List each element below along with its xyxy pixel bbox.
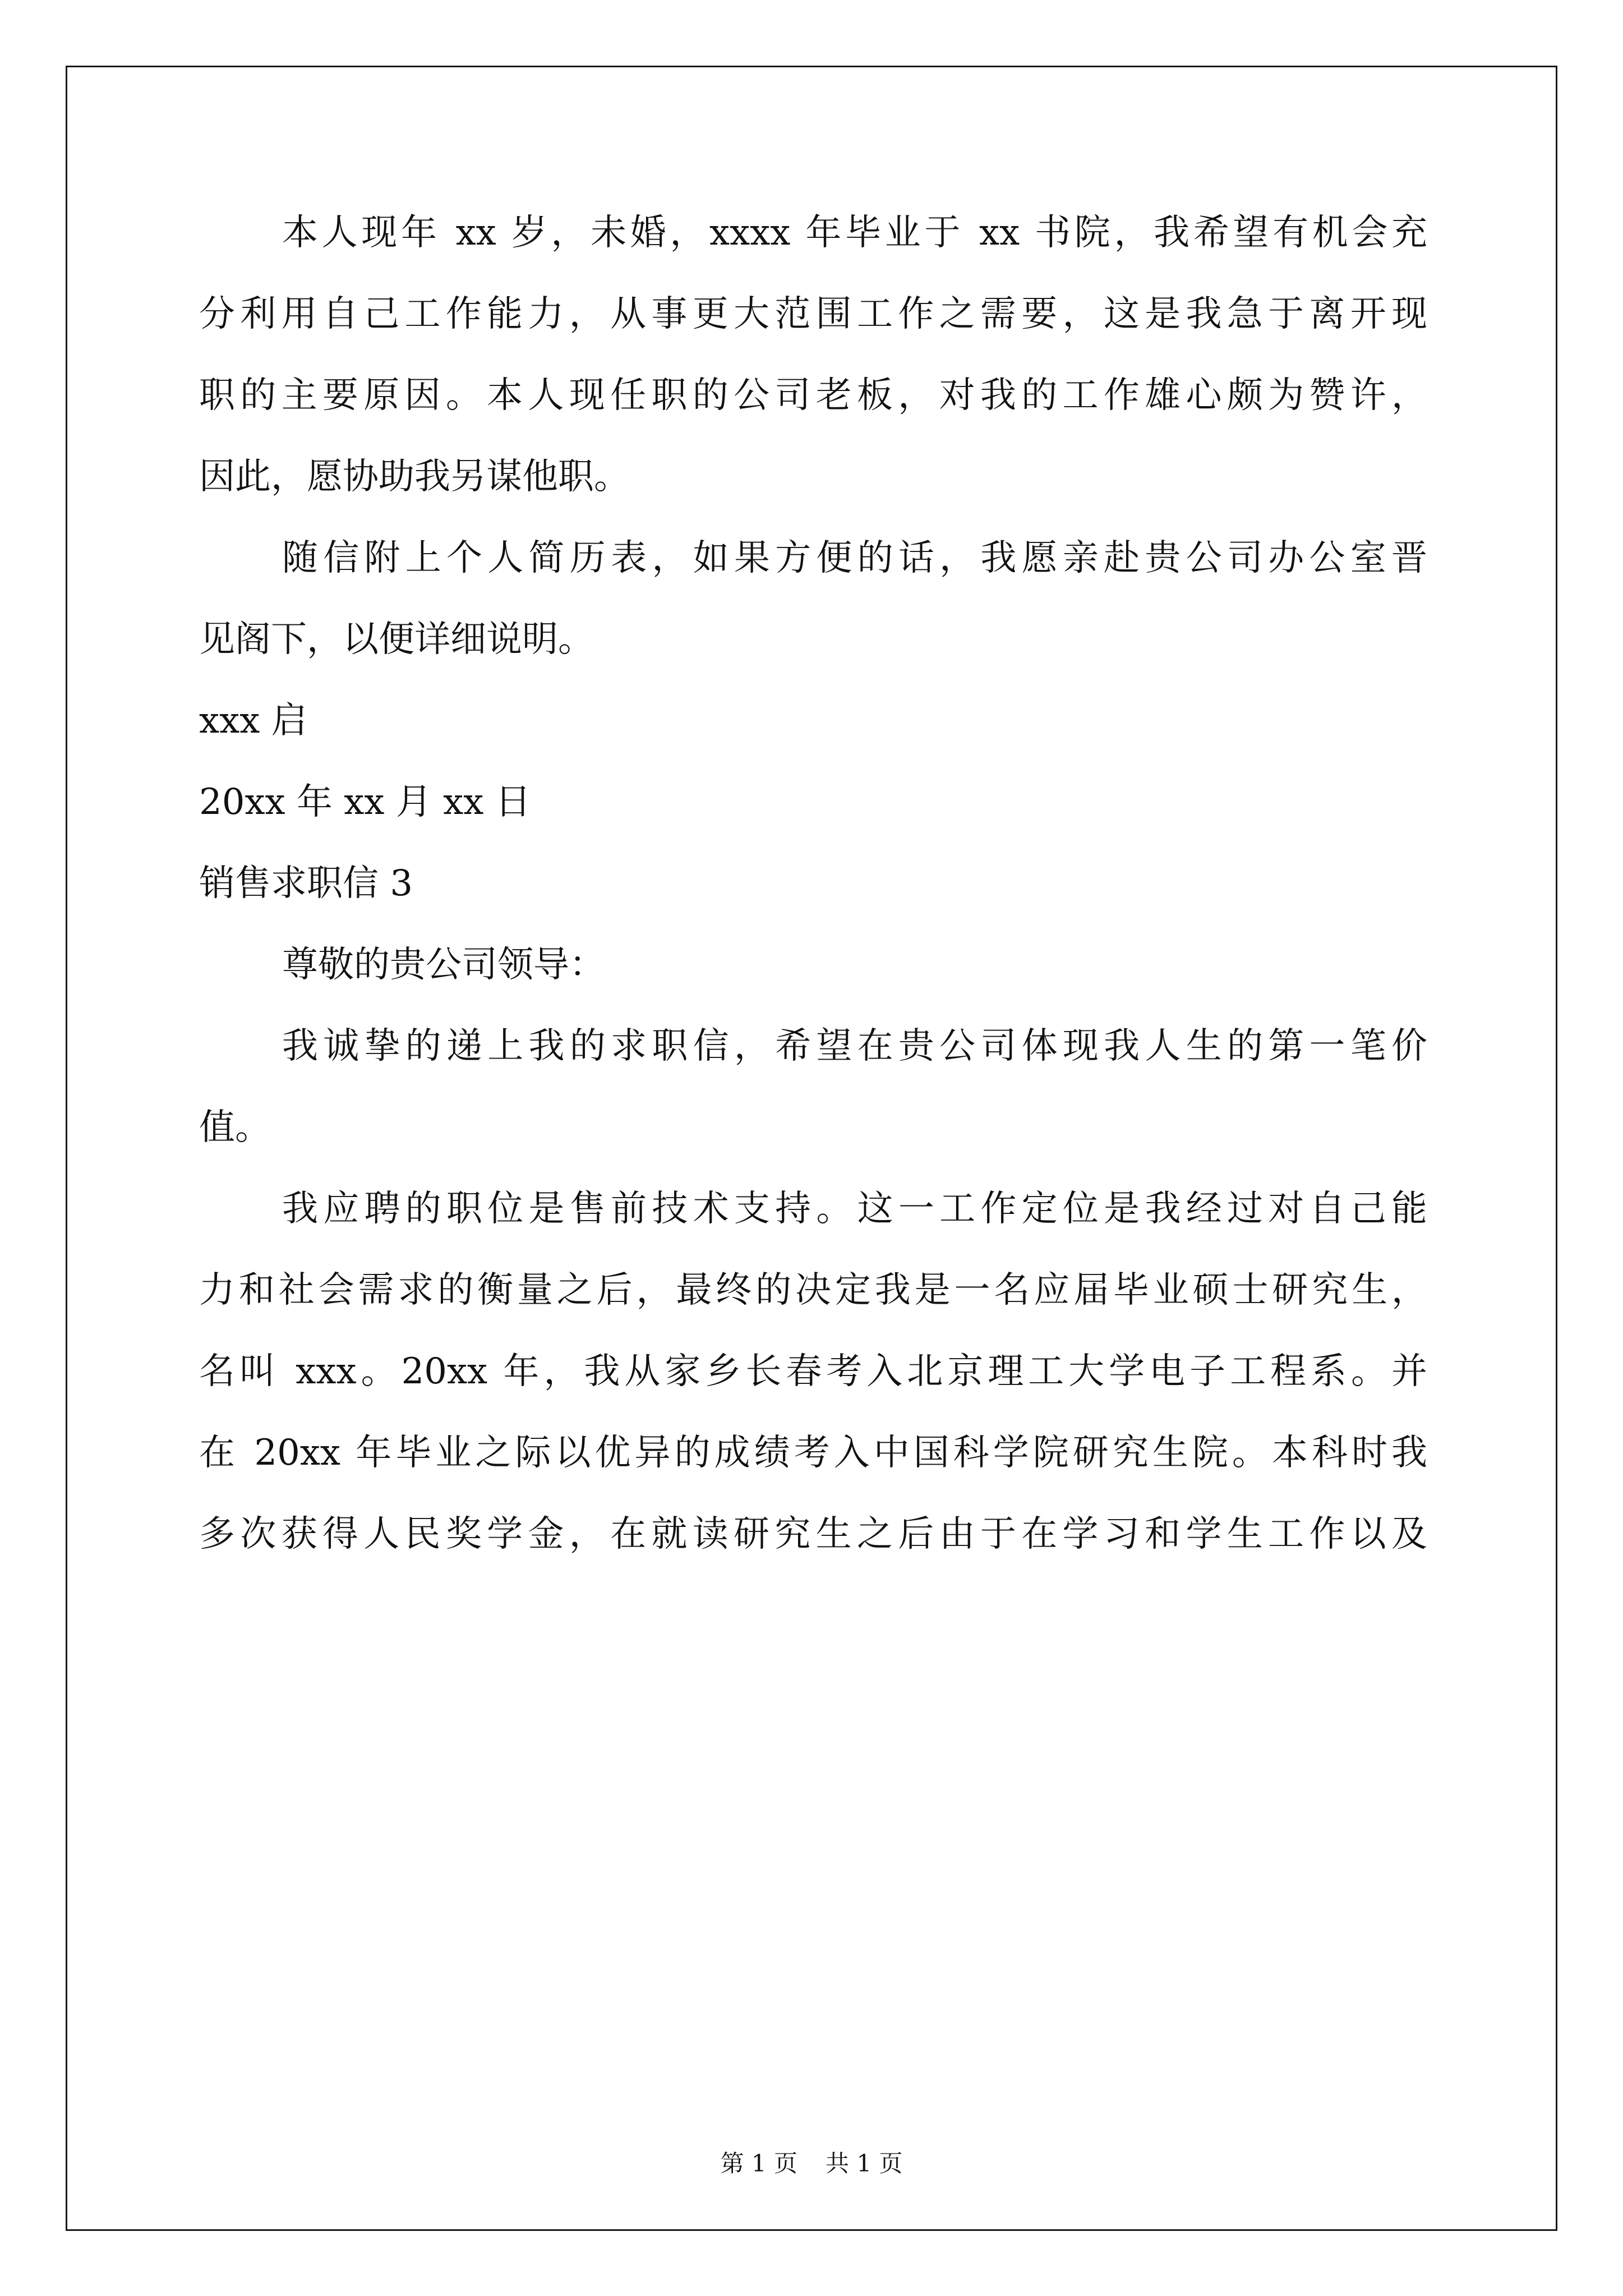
paragraph-line: 我应聘的职位是售前技术支持。这一工作定位是我经过对自己能 — [282, 1188, 1427, 1230]
date-line: 20xx 年 xx 月 xx 日 — [199, 781, 531, 823]
paragraph-line: 见阁下，以便详细说明。 — [199, 619, 594, 660]
paragraph-line: 力和社会需求的衡量之后，最终的决定我是一名应届毕业硕士研究生， — [199, 1269, 1427, 1311]
paragraph-line: 多次获得人民奖学金，在就读研究生之后由于在学习和学生工作以及 — [199, 1513, 1427, 1555]
paragraph-line: 在 20xx 年毕业之际以优异的成绩考入中国科学院研究生院。本科时我 — [199, 1432, 1427, 1474]
paragraph-line: 职的主要原因。本人现任职的公司老板，对我的工作雄心颇为赞许， — [199, 375, 1427, 416]
page-total: 共 1 页 — [826, 2150, 903, 2177]
paragraph-line: 因此，愿协助我另谋他职。 — [199, 456, 630, 498]
paragraph-line: 值。 — [199, 1107, 271, 1148]
paragraph-line: 随信附上个人简历表，如果方便的话，我愿亲赴贵公司办公室晋 — [282, 537, 1427, 579]
paragraph-line: 本人现年 xx 岁，未婚，xxxx 年毕业于 xx 书院，我希望有机会充 — [282, 212, 1427, 254]
signature: xxx 启 — [199, 700, 307, 742]
paragraph-line: 分利用自己工作能力，从事更大范围工作之需要，这是我急于离开现 — [199, 293, 1427, 335]
page-footer — [0, 2150, 1623, 2178]
page-number: 第 1 页 — [720, 2150, 797, 2177]
section-heading: 销售求职信 3 — [199, 863, 413, 904]
paragraph-line: 名叫 xxx。20xx 年，我从家乡长春考入北京理工大学电子工程系。并 — [199, 1351, 1427, 1392]
salutation: 尊敬的贵公司领导： — [282, 944, 605, 986]
paragraph-line: 我诚挚的递上我的求职信，希望在贵公司体现我人生的第一笔价 — [282, 1025, 1427, 1067]
